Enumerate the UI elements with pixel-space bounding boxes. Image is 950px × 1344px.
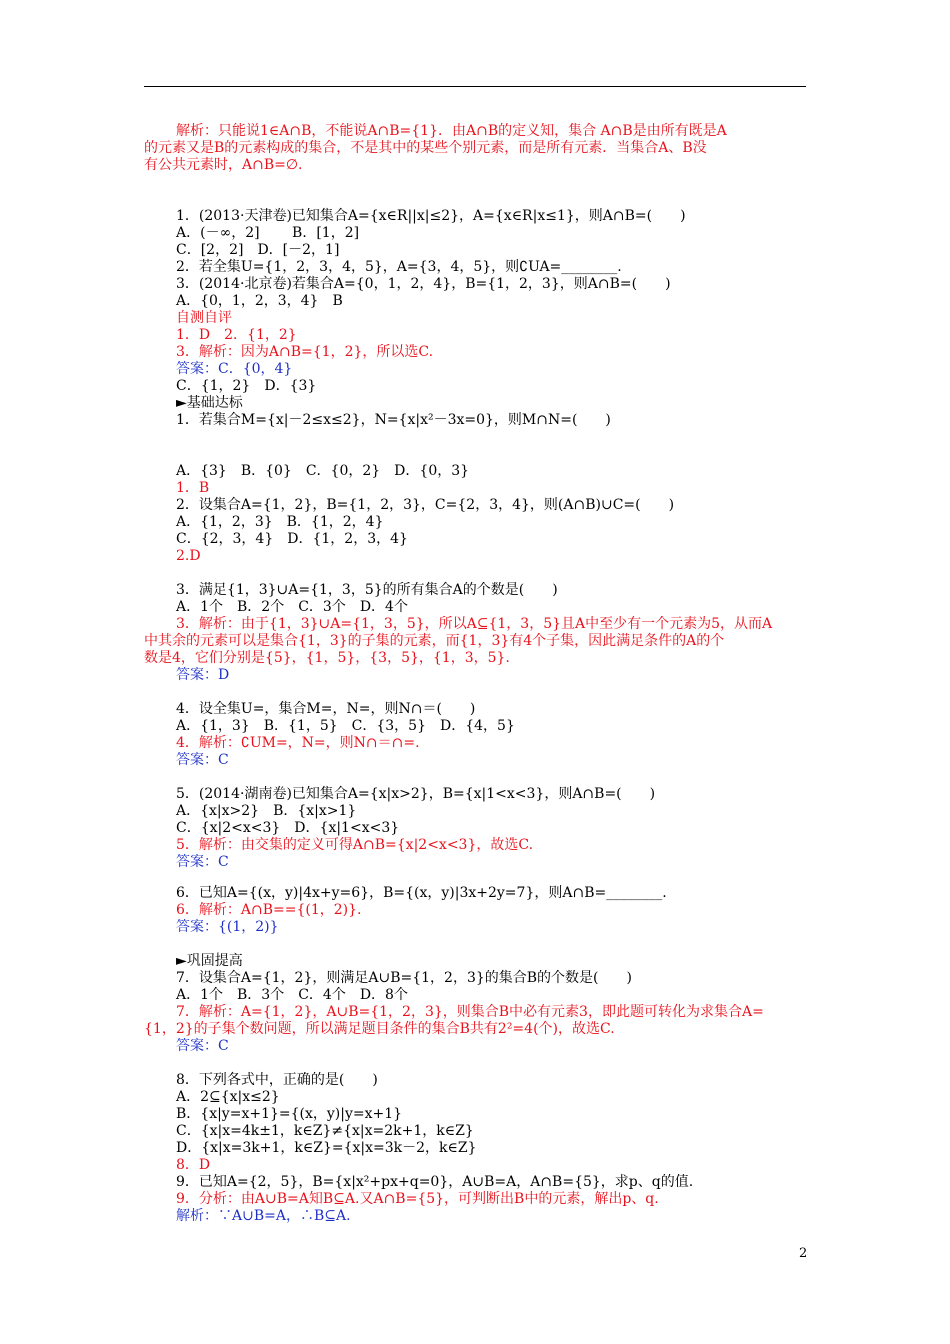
text-line: 9．已知A={2，5}，B={x|x²+px+q=0}，A∪B=A，A∩B={5}，求p、q的值. [176, 1174, 694, 1190]
text-line: 答案：C [176, 752, 229, 768]
text-line: 自测自评 [176, 310, 232, 326]
intro-line-1: 解析：只能说1∈A∩B，不能说A∩B={1}．由A∩B的定义知，集合 A∩B是由所有既是A [176, 123, 727, 139]
text-line: 1．(2013·天津卷)已知集合A={x∈R||x|≤2}，A={x∈R|x≤1}，则A∩B=( ) [176, 208, 686, 224]
header-rule [144, 86, 806, 87]
text-line: 7．解析：A={1，2}，A∪B={1，2，3}，则集合B中必有元素3，即此题可转化为求集合A= [176, 1004, 764, 1020]
text-line: 2.D [176, 548, 201, 564]
text-line: 8．D [176, 1157, 211, 1173]
text-line: A．{1，2，3} B．{1，2，4} [176, 514, 384, 530]
text-line: 3．解析：由于{1，3}∪A={1，3，5}，所以A⊆{1，3，5}且A中至少有一个元素为5，从而A [176, 616, 773, 632]
text-line: 5．解析：由交集的定义可得A∩B={x|2<x<3}，故选C. [176, 837, 534, 853]
text-line: C．{2，3，4} D．{1，2，3，4} [176, 531, 408, 547]
text-line: 3．(2014·北京卷)若集合A={0，1，2，4}，B={1，2，3}，则A∩B=( ) [176, 276, 671, 292]
text-line: 答案：C [176, 854, 229, 870]
text-line: C．[2，2] D．[－2，1] [176, 242, 340, 258]
text-line: C．{x|x=4k±1，k∈Z}≠{x|x=2k+1，k∈Z} [176, 1123, 474, 1139]
text-line: 4．解析：∁UM=，N=，则N∩＝∩=. [176, 735, 420, 751]
text-line: 答案：D [176, 667, 230, 683]
text-line: 9．分析：由A∪B=A知B⊆A.又A∩B={5}，可判断出B中的元素，解出p、q. [176, 1191, 659, 1207]
intro-line-3: 有公共元素时，A∩B=∅. [144, 157, 303, 173]
text-line: 解析：∵A∪B=A，∴B⊆A. [176, 1208, 351, 1224]
text-line: 6．解析：A∩B=={(1，2)}. [176, 902, 362, 918]
text-line: A．{1，3} B．{1，5} C．{3，5} D．{4，5} [176, 718, 515, 734]
text-line: 3．满足{1，3}∪A={1，3，5}的所有集合A的个数是( ) [176, 582, 558, 598]
text-line: A．1个 B．3个 C．4个 D．8个 [176, 987, 408, 1003]
text-line: ►巩固提高 [176, 953, 243, 969]
text-line: A．1个 B．2个 C．3个 D．4个 [176, 599, 408, 615]
text-line: 5．(2014·湖南卷)已知集合A={x|x>2}，B={x|1<x<3}，则A∩B=( ) [176, 786, 656, 802]
text-line: A．(－∞，2] B．[1，2] [176, 225, 360, 241]
text-line: B．{x|y=x+1}={(x，y)|y=x+1} [176, 1106, 403, 1122]
text-line: {1，2}的子集个数问题，所以满足题目条件的集合B共有2²=4(个)，故选C. [144, 1021, 615, 1037]
text-line: 7．设集合A={1，2}，则满足A∪B={1，2，3}的集合B的个数是( ) [176, 970, 632, 986]
text-line: 2．若全集U={1，2，3，4，5}，A={3，4，5}，则∁UA=________. [176, 259, 622, 275]
text-line: 答案：C [176, 1038, 229, 1054]
text-line: C．{x|2<x<3} D．{x|1<x<3} [176, 820, 400, 836]
text-line: A．{0，1，2，3，4} B [176, 293, 343, 309]
text-line: 2．设集合A={1，2}，B={1，2，3}，C={2，3，4}，则(A∩B)∪C=( ) [176, 497, 675, 513]
text-line: 4．设全集U=，集合M=，N=，则N∩＝( ) [176, 701, 476, 717]
text-line: C．{1，2} D．{3} [176, 378, 317, 394]
text-line: 1．若集合M={x|－2≤x≤2}，N={x|x²－3x=0}，则M∩N=( ) [176, 412, 611, 428]
text-line: A．{x|x>2} B．{x|x>1} [176, 803, 357, 819]
text-line: 答案：C．{0，4} [176, 361, 293, 377]
text-line: 6．已知A={(x，y)|4x+y=6}，B={(x，y)|3x+2y=7}，则A∩B=________. [176, 885, 667, 901]
text-line: 数是4，它们分别是{5}，{1，5}，{3，5}，{1，3，5}. [144, 650, 510, 666]
text-line: 1．B [176, 480, 210, 496]
text-line: 答案：{(1，2)} [176, 919, 279, 935]
text-line: ►基础达标 [176, 395, 243, 411]
text-line: 1．D 2．{1，2} [176, 327, 297, 343]
text-line: A．2⊆{x|x≤2} [176, 1089, 280, 1105]
text-line: A．{3} B．{0} C．{0，2} D．{0，3} [176, 463, 470, 479]
intro-line-2: 的元素又是B的元素构成的集合，不是其中的某些个别元素，而是所有元素．当集合A、B没 [144, 140, 707, 156]
text-line: 中其余的元素可以是集合{1，3}的子集的元素，而{1，3}有4个子集，因此满足条件的A的个 [144, 633, 725, 649]
text-line: 8．下列各式中，正确的是( ) [176, 1072, 378, 1088]
page-number: 2 [799, 1246, 808, 1261]
text-line: 3．解析：因为A∩B={1，2}，所以选C. [176, 344, 434, 360]
text-line: D．{x|x=3k+1，k∈Z}={x|x=3k－2，k∈Z} [176, 1140, 477, 1156]
